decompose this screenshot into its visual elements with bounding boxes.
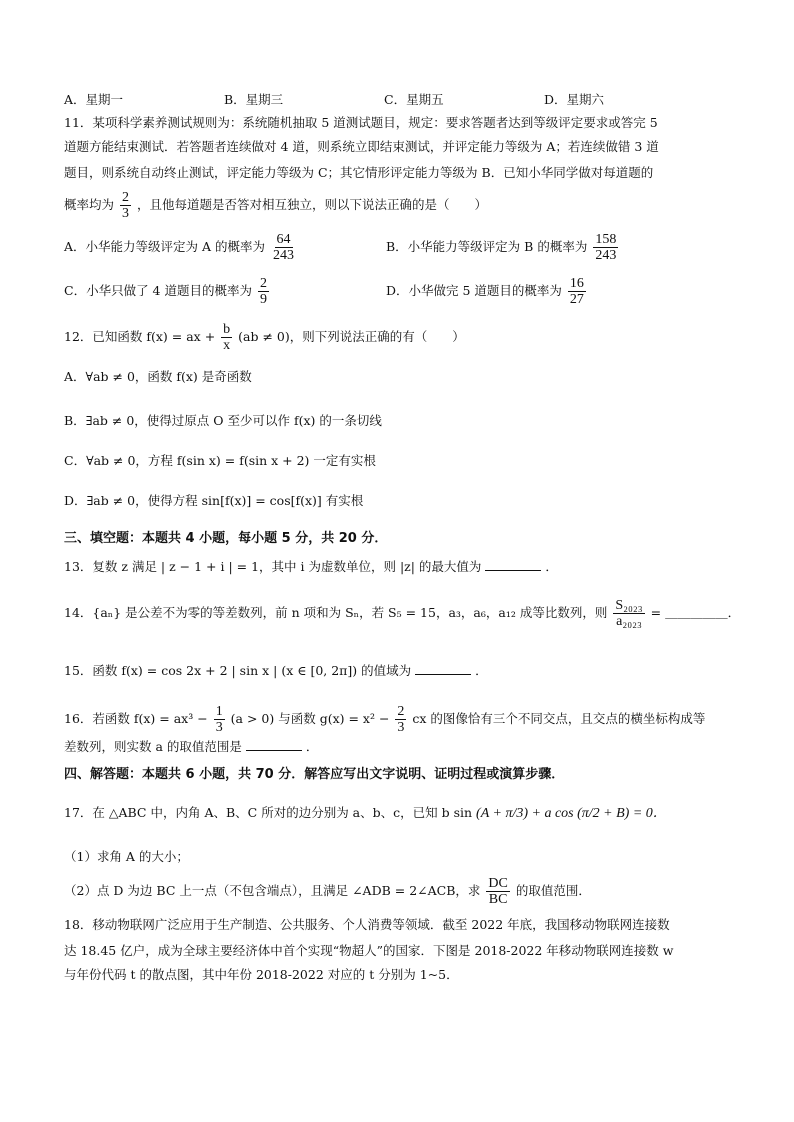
q15 bbox=[64, 662, 488, 680]
q13 bbox=[64, 558, 558, 576]
q11-prob-pre: 概率均为 bbox=[64, 197, 115, 212]
q11-option-c-num: 2 bbox=[259, 276, 267, 291]
q11-option-d-fraction bbox=[568, 276, 586, 307]
q10-option-a: A．星期一 bbox=[64, 92, 124, 107]
q17-stem bbox=[64, 804, 667, 823]
q11-option-a-text: A．小华能力等级评定为 A 的概率为 bbox=[64, 239, 266, 254]
q11-prob-den: 3 bbox=[122, 206, 129, 221]
q16-fraction-2-num: 2 bbox=[397, 704, 405, 719]
q11-line-2: 道题方能结束测试．若答题者连续做对 4 道，则系统立即结束测试，并评定能力等级为 A；若连续做错 3 道 bbox=[64, 139, 659, 154]
q14 bbox=[64, 598, 740, 629]
q11-option-b-text: B．小华能力等级评定为 B 的概率为 bbox=[386, 239, 588, 254]
q12-option-c: C．∀ab ≠ 0，方程 f(sin x) = f(sin x + 2) 一定有实根 bbox=[64, 453, 376, 468]
q11-prob-fraction bbox=[120, 190, 131, 221]
q12-stem bbox=[64, 322, 465, 353]
q18-line-2: 达 18.45 亿户，成为全球主要经济体中首个实现“物超人”的国家．下图是 2018-2022 年移动物联网连接数 w bbox=[64, 943, 674, 958]
q11-option-d-den: 27 bbox=[569, 292, 584, 307]
q17-part-1: （1）求角 A 的大小； bbox=[64, 849, 189, 864]
q12-option-a: A．∀ab ≠ 0，函数 f(x) 是奇函数 bbox=[64, 369, 252, 384]
q18-line-1: 18．移动物联网广泛应用于生产制造、公共服务、个人消费等领域．截至 2022 年底，我国移动物联网连接数 bbox=[64, 917, 670, 932]
q11-option-c-den: 9 bbox=[259, 292, 267, 307]
q11-option-a-den: 243 bbox=[273, 248, 294, 263]
q14-end: = ＿＿＿＿＿． bbox=[650, 605, 741, 620]
q11-prob-num: 2 bbox=[122, 190, 129, 205]
q17-equation: (A + π/3) + a cos (π/2 + B) = 0． bbox=[476, 806, 667, 821]
q15-answer-blank[interactable] bbox=[415, 662, 471, 675]
q10-option-b: B．星期三 bbox=[224, 92, 284, 107]
q16-text-post: cx 的图像恰有三个不同交点，且交点的横坐标构成等 bbox=[412, 711, 706, 726]
q16-text-mid: (a > 0) 与函数 g(x) = x² − bbox=[230, 711, 390, 726]
q13-end: ． bbox=[545, 559, 558, 574]
q11-option-d-num: 16 bbox=[569, 276, 584, 291]
q11-option-b-den: 243 bbox=[595, 248, 617, 263]
section-3-heading: 三、填空题：本题共 4 小题，每小题 5 分，共 20 分． bbox=[64, 531, 388, 546]
q17-part-2-text: （2）点 D 为边 BC 上一点（不包含端点），且满足 ∠ADB = 2∠ACB，求 bbox=[64, 883, 481, 898]
q17-part-2-end: 的取值范围． bbox=[515, 883, 591, 898]
q11-option-b-num: 158 bbox=[595, 232, 617, 247]
q11-line-1: 11．某项科学素养测试规则为：系统随机抽取 5 道测试题目，规定：要求答题者达到等级评定要求或答完 5 bbox=[64, 115, 658, 130]
q17-fraction bbox=[486, 876, 509, 907]
q16-line-2-text: 差数列，则实数 a 的取值范围是 bbox=[64, 739, 242, 754]
q13-answer-blank[interactable] bbox=[485, 558, 541, 571]
q16-line-1 bbox=[64, 704, 705, 735]
q14-text: 14．{aₙ} 是公差不为零的等差数列，前 n 项和为 Sₙ，若 S₅ = 15，a₃，a₆，a₁₂ 成等比数列，则 bbox=[64, 605, 608, 620]
q15-end: ． bbox=[475, 663, 488, 678]
q18-line-3: 与年份代码 t 的散点图，其中年份 2018-2022 对应的 t 分别为 1~5． bbox=[64, 967, 459, 982]
q11-option-c bbox=[64, 276, 271, 307]
q12-fraction-den: x bbox=[223, 338, 231, 353]
q12-option-b: B．∃ab ≠ 0，使得过原点 O 至少可以作 f(x) 的一条切线 bbox=[64, 413, 382, 428]
q14-fraction-den: a₂₀₂₃ bbox=[616, 614, 642, 629]
q15-text: 15．函数 f(x) = cos 2x + 2 | sin x | (x ∈ [0, 2π]) 的值域为 bbox=[64, 663, 412, 678]
q10-option-d: D．星期六 bbox=[544, 92, 605, 107]
q11-option-a-fraction bbox=[271, 232, 296, 263]
q14-fraction bbox=[613, 598, 644, 629]
q11-line-4 bbox=[64, 190, 487, 221]
q11-option-d-text: D．小华做完 5 道题目的概率为 bbox=[386, 283, 562, 298]
q17-fraction-num: DC bbox=[488, 876, 508, 891]
q17-part-2 bbox=[64, 876, 591, 907]
q16-line-2 bbox=[64, 738, 318, 756]
q16-fraction-1-den: 3 bbox=[215, 720, 223, 735]
q12-option-d: D．∃ab ≠ 0，使得方程 sin[f(x)] = cos[f(x)] 有实根 bbox=[64, 493, 364, 508]
q11-option-d bbox=[386, 276, 588, 307]
q11-option-b-fraction bbox=[593, 232, 618, 263]
q12-stem-pre: 12．已知函数 f(x) = ax + bbox=[64, 329, 216, 344]
q16-fraction-2-den: 3 bbox=[397, 720, 405, 735]
q12-fraction-num: b bbox=[223, 322, 231, 337]
section-4-heading: 四、解答题：本题共 6 小题，共 70 分．解答应写出文字说明、证明过程或演算步骤． bbox=[64, 767, 565, 782]
q11-option-a-num: 64 bbox=[276, 232, 291, 247]
q12-fraction bbox=[221, 322, 232, 353]
q12-stem-post: (ab ≠ 0)，则下列说法正确的有（ ） bbox=[238, 329, 465, 344]
q11-line-3: 题目，则系统自动终止测试，评定能力等级为 C；其它情形评定能力等级为 B．已知小华同学做对每道题的 bbox=[64, 165, 654, 180]
q11-option-c-fraction bbox=[258, 276, 269, 307]
q16-fraction-1 bbox=[214, 704, 225, 735]
q17-text: 17．在 △ABC 中，内角 A、B、C 所对的边分别为 a、b、c，已知 b sin bbox=[64, 805, 473, 820]
q10-option-c: C．星期五 bbox=[384, 92, 444, 107]
q16-end: ． bbox=[305, 739, 319, 754]
q10-options bbox=[64, 90, 730, 108]
q11-option-b bbox=[386, 232, 620, 263]
q11-option-a bbox=[64, 232, 298, 263]
q13-text: 13．复数 z 满足 | z − 1 + i | = 1，其中 i 为虚数单位，则 |z| 的最大值为 bbox=[64, 559, 482, 574]
q16-fraction-1-num: 1 bbox=[215, 704, 223, 719]
q16-fraction-2 bbox=[395, 704, 406, 735]
q14-fraction-num: S₂₀₂₃ bbox=[615, 598, 643, 613]
q11-prob-post: ，且他每道题是否答对相互独立，则以下说法正确的是（ ） bbox=[136, 197, 487, 212]
q17-fraction-den: BC bbox=[488, 892, 508, 907]
q16-text-pre: 16．若函数 f(x) = ax³ − bbox=[64, 711, 208, 726]
q11-option-c-text: C．小华只做了 4 道题目的概率为 bbox=[64, 283, 252, 298]
q16-answer-blank[interactable] bbox=[246, 738, 302, 751]
